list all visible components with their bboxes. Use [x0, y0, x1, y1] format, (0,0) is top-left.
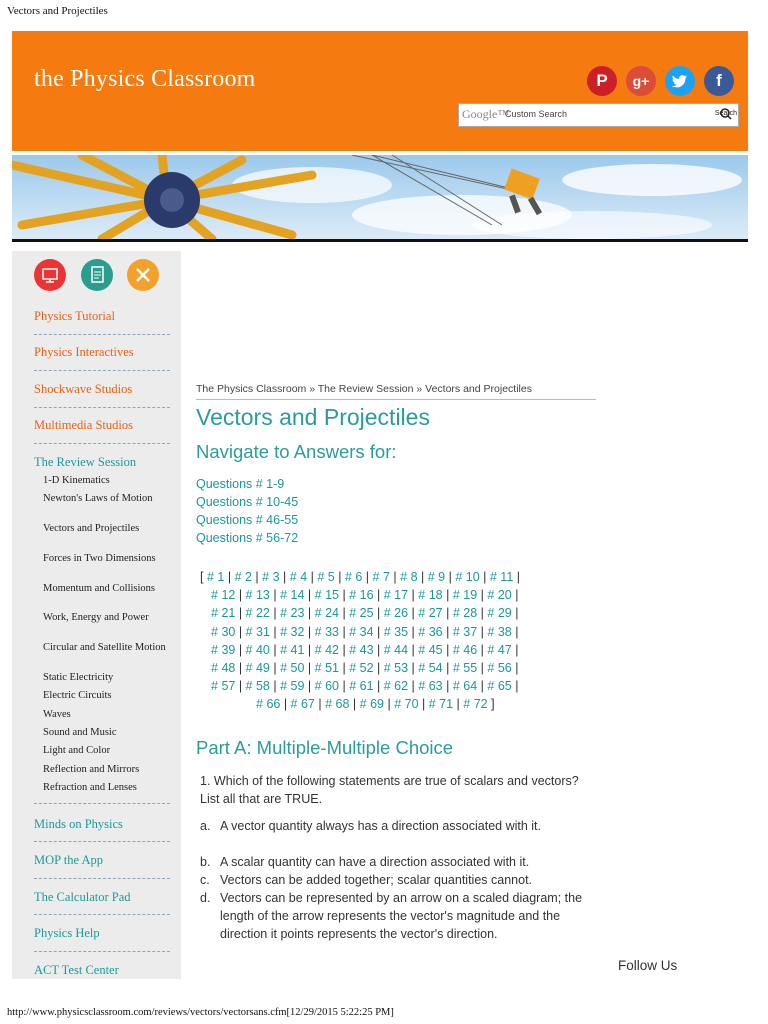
navigate-heading: Navigate to Answers for: [196, 441, 397, 462]
question-number-link[interactable]: 20 [497, 588, 512, 603]
question-number-link[interactable]: 48 [221, 661, 236, 676]
sidebar-item-multimedia-studios[interactable]: Multimedia Studios [34, 418, 133, 432]
question-range-link[interactable]: Questions # 1-9 [196, 477, 285, 491]
question-number-link[interactable]: 23 [290, 606, 305, 621]
question-number-link[interactable]: 43 [359, 642, 374, 657]
sidebar-subitem-waves[interactable]: Waves [43, 709, 71, 720]
question-number-link[interactable]: 40 [255, 642, 270, 657]
question-number-link[interactable]: 12 [221, 588, 236, 603]
question-number-link[interactable]: 27 [428, 606, 443, 621]
question-number-link[interactable]: 24 [325, 606, 339, 621]
sidebar-subitem-kinematics[interactable]: 1-D Kinematics [43, 475, 110, 486]
question-range-link[interactable]: Questions # 10-45 [196, 495, 299, 509]
sidebar-subitem-newtons-laws[interactable]: Newton's Laws of Motion [43, 493, 153, 504]
follow-us-label: Follow Us [618, 958, 678, 973]
sidebar-subitem-momentum[interactable]: Momentum and Collisions [43, 583, 156, 594]
question-number-link[interactable]: 59 [290, 679, 305, 694]
question-number-link[interactable]: 18 [428, 588, 443, 603]
question-number-link[interactable]: 72 [473, 697, 488, 712]
question-number-link[interactable]: 57 [221, 679, 236, 694]
question-number-link[interactable]: 16 [359, 588, 374, 603]
option-letter: d. [200, 891, 211, 905]
sidebar-divider [34, 803, 170, 804]
question-number-link[interactable]: 42 [325, 642, 339, 657]
sidebar-subitem-sound-music[interactable]: Sound and Music [43, 727, 117, 738]
question-number-link[interactable]: 6 [355, 570, 363, 584]
question-number-link[interactable]: 67 [300, 697, 315, 712]
question-1 [200, 772, 600, 808]
question-number: 1. [200, 774, 211, 788]
sidebar-item-act-test-center[interactable]: ACT Test Center [34, 963, 119, 977]
search-input[interactable] [458, 103, 739, 127]
googleplus-icon[interactable]: g+ [626, 66, 656, 96]
part-a-heading: Part A: Multiple-Multiple Choice [196, 737, 454, 758]
question-number-link[interactable]: 66 [266, 697, 281, 712]
question-number-link[interactable]: 70 [404, 697, 419, 712]
sidebar-item-mop-app[interactable]: MOP the App [34, 853, 103, 867]
index-open-bracket: [ [200, 570, 204, 584]
question-number-link[interactable]: 60 [325, 679, 339, 694]
tools-icon[interactable] [127, 259, 159, 291]
sidebar-subitem-work-energy[interactable]: Work, Energy and Power [43, 612, 149, 623]
question-index-row: # 57 | # 58 | # 59 | # 60 | # 61 | # 62 | # 63 | # 64 | # 65 | [211, 679, 519, 694]
question-number-link[interactable]: 7 [382, 570, 390, 584]
question-number-link[interactable]: 37 [463, 624, 478, 639]
question-number-link[interactable]: 30 [221, 624, 236, 639]
sidebar-subitem-refraction[interactable]: Refraction and Lenses [43, 782, 137, 793]
question-number-link[interactable]: 10 [465, 570, 480, 584]
search-button[interactable]: Search [714, 110, 737, 117]
sidebar-divider [34, 334, 170, 335]
option-letter: c. [200, 873, 210, 887]
question-number-link[interactable]: 52 [359, 661, 374, 676]
question-number-link[interactable]: 15 [325, 588, 339, 603]
question-index-row: # 48 | # 49 | # 50 | # 51 | # 52 | # 53 | # 54 | # 55 | # 56 | [211, 661, 519, 676]
question-number-link[interactable]: 44 [394, 642, 409, 657]
question-text: Which of the following statements are true of scalars and vectors? List all that are TRUE. [200, 774, 579, 806]
question-number-link[interactable]: 25 [359, 606, 374, 621]
question-number-link[interactable]: 41 [290, 642, 305, 657]
sidebar-subitem-forces-2d[interactable]: Forces in Two Dimensions [43, 553, 156, 564]
hero-image [12, 155, 748, 242]
sidebar-item-calculator-pad[interactable]: The Calculator Pad [34, 890, 131, 904]
question-number-link[interactable]: 9 [438, 570, 446, 584]
sidebar-divider [34, 407, 170, 408]
sidebar-divider [34, 443, 170, 444]
question-number-link[interactable]: 13 [255, 588, 270, 603]
question-index-row: [ # 1 | # 2 | # 3 | # 4 | # 5 | # 6 | # 7 | # 8 | # 9 | # 10 | # 11 | [200, 570, 521, 584]
sidebar-item-physics-help[interactable]: Physics Help [34, 926, 100, 940]
question-number-link[interactable]: 17 [394, 588, 409, 603]
sidebar-subitem-circular-motion[interactable]: Circular and Satellite Motion [43, 642, 166, 653]
question-number-link[interactable]: 65 [497, 679, 512, 694]
footer-url: http://www.physicsclassroom.com/reviews/vectors/vectorsans.cfm[12/29/2015 5:22:25 PM] [7, 1007, 394, 1018]
sidebar-item-physics-tutorial[interactable]: Physics Tutorial [34, 309, 115, 323]
question-number-link[interactable]: 51 [325, 661, 339, 676]
question-number-link[interactable]: 4 [300, 570, 308, 584]
monitor-icon[interactable] [34, 259, 66, 291]
question-number-link[interactable]: 49 [255, 661, 270, 676]
sidebar-divider [34, 914, 170, 915]
page-title: Vectors and Projectiles [196, 404, 430, 430]
question-number-link[interactable]: 28 [463, 606, 478, 621]
question-number-link[interactable]: 34 [359, 624, 374, 639]
question-number-link[interactable]: 56 [497, 661, 512, 676]
sidebar-subitem-reflection[interactable]: Reflection and Mirrors [43, 764, 140, 775]
question-number-link[interactable]: 32 [290, 624, 305, 639]
twitter-icon[interactable] [665, 66, 695, 96]
question-number-link[interactable]: 46 [463, 642, 478, 657]
question-range-link[interactable]: Questions # 46-55 [196, 513, 299, 527]
option-letter: a. [200, 819, 211, 833]
question-number-link[interactable]: 14 [290, 588, 305, 603]
question-index-row: # 21 | # 22 | # 23 | # 24 | # 25 | # 26 | # 27 | # 28 | # 29 | [211, 606, 519, 621]
question-number-link[interactable]: 45 [428, 642, 443, 657]
question-number-link[interactable]: 39 [221, 642, 236, 657]
option-text: Vectors can be represented by an arrow on a scaled diagram; the length of the arrow represents the vector's magnitude and the direction it points represents the vector's direction. [220, 891, 583, 941]
option-text: A scalar quantity can have a direction associated with it. [220, 855, 530, 869]
document-title: Vectors and Projectiles [7, 5, 108, 17]
search-placeholder: Custom Search [505, 109, 568, 119]
question-number-link[interactable]: 58 [255, 679, 270, 694]
question-number-link[interactable]: 22 [255, 606, 270, 621]
question-number-link[interactable]: 31 [255, 624, 270, 639]
question-number-link[interactable]: 71 [439, 697, 454, 712]
question-number-link[interactable]: 3 [272, 570, 280, 584]
sidebar-item-physics-interactives[interactable]: Physics Interactives [34, 345, 134, 359]
question-number-link[interactable]: 5 [327, 570, 335, 584]
breadcrumb-divider [196, 399, 596, 400]
notepad-icon[interactable] [81, 259, 113, 291]
question-number-link[interactable]: 29 [497, 606, 512, 621]
pinterest-icon[interactable]: P [587, 66, 617, 96]
option-letter: b. [200, 855, 211, 869]
sidebar-divider [34, 841, 170, 842]
question-number-link[interactable]: 61 [359, 679, 374, 694]
question-index-row: # 39 | # 40 | # 41 | # 42 | # 43 | # 44 | # 45 | # 46 | # 47 | [211, 642, 519, 657]
question-number-link[interactable]: 33 [325, 624, 339, 639]
question-number-link[interactable]: 64 [463, 679, 478, 694]
question-number-link[interactable]: 47 [497, 642, 512, 657]
question-range-link[interactable]: Questions # 56-72 [196, 531, 299, 545]
facebook-icon[interactable]: f [704, 66, 734, 96]
sidebar-item-review-session[interactable]: The Review Session [34, 455, 137, 469]
sidebar [12, 251, 181, 979]
question-number-link[interactable]: 21 [221, 606, 236, 621]
question-index-row: # 12 | # 13 | # 14 | # 15 | # 16 | # 17 | # 18 | # 19 | # 20 | [211, 588, 519, 603]
option-text: A vector quantity always has a direction associated with it. [220, 819, 541, 833]
question-number-link[interactable]: 69 [370, 697, 384, 712]
question-number-link[interactable]: 2 [245, 570, 252, 584]
question-number-link[interactable]: 68 [335, 697, 350, 712]
question-number-link[interactable]: 26 [394, 606, 409, 621]
sidebar-divider [34, 951, 170, 952]
index-close-bracket: ] [491, 697, 495, 712]
sidebar-subitem-static-electricity[interactable]: Static Electricity [43, 672, 114, 683]
sidebar-divider [34, 370, 170, 371]
sidebar-divider [34, 878, 170, 879]
question-number-link[interactable]: 8 [410, 570, 418, 584]
question-number-link[interactable]: 62 [394, 679, 409, 694]
question-number-link[interactable]: 35 [394, 624, 409, 639]
question-number-link[interactable]: 55 [463, 661, 478, 676]
question-number-link[interactable]: 63 [428, 679, 443, 694]
question-number-link[interactable]: 53 [394, 661, 409, 676]
question-number-link[interactable]: 38 [497, 624, 512, 639]
question-index-row: # 66 | # 67 | # 68 | # 69 | # 70 | # 71 | # 72 ] [256, 697, 495, 712]
question-number-link[interactable]: 1 [217, 570, 225, 584]
sidebar-subitem-electric-circuits[interactable]: Electric Circuits [43, 690, 112, 701]
question-number-link[interactable]: 11 [500, 570, 514, 584]
question-index-row: # 30 | # 31 | # 32 | # 33 | # 34 | # 35 | # 36 | # 37 | # 38 | [211, 624, 519, 639]
question-number-link[interactable]: 19 [463, 588, 478, 603]
breadcrumb[interactable]: The Physics Classroom » The Review Session » Vectors and Projectiles [196, 383, 532, 395]
question-number-index [196, 568, 606, 714]
question-number-link[interactable]: 54 [428, 661, 443, 676]
sidebar-subitem-vectors[interactable]: Vectors and Projectiles [43, 523, 140, 534]
google-logo: Google™ [462, 107, 510, 121]
sidebar-item-minds-on-physics[interactable]: Minds on Physics [34, 817, 123, 831]
option-text: Vectors can be added together; scalar quantities cannot. [220, 873, 533, 887]
sidebar-item-shockwave-studios[interactable]: Shockwave Studios [34, 382, 133, 396]
question-number-link[interactable]: 36 [428, 624, 443, 639]
question-number-link[interactable]: 50 [290, 661, 305, 676]
site-title[interactable]: the Physics Classroom [34, 66, 256, 92]
sidebar-subitem-light-color[interactable]: Light and Color [43, 745, 111, 756]
